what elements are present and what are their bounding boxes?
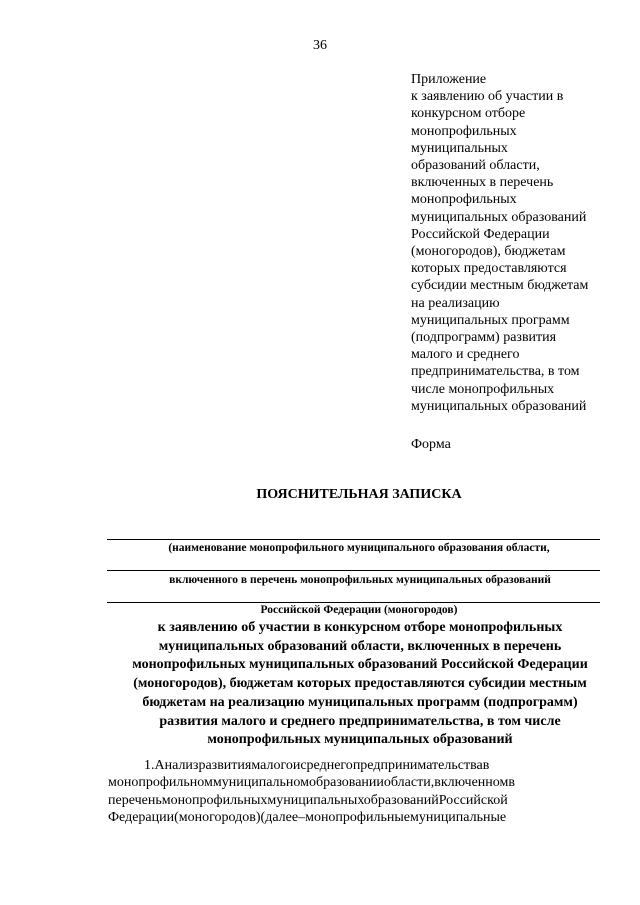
document-title: ПОЯСНИТЕЛЬНАЯ ЗАПИСКА [256,487,462,502]
appendix-line: которых предоставляются [411,261,567,277]
appendix-line: (моногородов), бюджетам [411,244,566,260]
subject-line: (моногородов), бюджетам которых предоставляются субсидии местным [133,676,587,692]
subject-line: бюджетам на реализацию муниципальных программ (подпрограмм) [142,694,578,710]
fill-in-line [107,602,600,603]
subject-line: к заявлению об участии в конкурсном отборе монопрофильных [157,620,563,635]
body-line [108,809,609,826]
body-word: 1. [144,758,155,773]
appendix-line: муниципальных образований [411,209,587,225]
body-word: Анализ [154,758,199,773]
body-word: развития [198,758,252,773]
appendix-line: предпринимательства, в том [411,364,580,380]
appendix-line: на реализацию [411,295,500,311]
body-paragraph [108,757,609,826]
fill-in-line [107,539,600,540]
appendix-line: муниципальных образований [411,398,587,414]
body-word: в [482,758,490,773]
caption-included-list: включенного в перечень монопрофильных муниципальных образований [169,574,551,586]
body-word: предпринимательства [352,758,483,773]
caption-russian-federation: Российской Федерации (моногородов) [260,604,458,616]
appendix-block [411,71,621,415]
body-word: образовании [309,775,384,791]
document-subject [100,619,620,750]
subject-line: муниципальных образований области, включенных в перечень [158,638,562,654]
body-word: (моногородов) [174,809,261,825]
appendix-line: образований области, [411,158,540,174]
subject-line: развития малого и среднего предпринимательства, в том числе [159,713,561,729]
body-word: перечень [108,792,162,808]
page-number: 36 [313,38,327,53]
appendix-line: конкурсном отборе [411,106,526,122]
body-word: монопрофильных [161,792,268,808]
body-line [108,792,609,809]
body-word: муниципальном [212,775,309,791]
appendix-line: к заявлению об участии в [411,89,564,105]
body-word: (далее [260,809,299,825]
body-word: монопрофильные [305,809,410,825]
body-word: в [508,775,515,791]
appendix-line: муниципальных программ [411,312,570,328]
subject-line: монопрофильных муниципальных образований Российской Федерации [132,657,588,673]
body-line [108,757,609,774]
caption-municipality-name: (наименование монопрофильного муниципального образования области, [168,542,550,554]
body-line [108,774,609,791]
body-word: включенном [434,775,509,791]
appendix-line: малого и среднего [411,347,520,363]
body-word: Федерации [108,809,175,825]
appendix-line: числе монопрофильных [411,381,555,397]
body-word: области, [383,775,435,791]
appendix-line: Российской Федерации [411,226,550,242]
appendix-line: Приложение [411,72,487,87]
body-word: Российской [438,792,508,808]
body-word: муниципальные [409,809,507,825]
form-label: Форма [411,437,451,452]
fill-in-line [107,570,600,571]
body-word: образований [363,792,439,808]
body-word: – [298,809,306,825]
appendix-line: монопрофильных [411,192,517,208]
appendix-line: муниципальных [411,140,508,156]
appendix-line: монопрофильных [411,123,517,139]
appendix-line: субсидии местным бюджетам [411,278,589,294]
subject-line: монопрофильных муниципальных образований [207,732,513,748]
body-word: монопрофильном [108,775,213,791]
appendix-line: (подпрограмм) развития [411,330,557,346]
body-word: муниципальных [267,792,364,808]
appendix-line: включенных в перечень [411,175,554,191]
body-word: среднего [300,758,353,773]
body-word: и [292,758,301,773]
body-word: малого [251,758,293,773]
